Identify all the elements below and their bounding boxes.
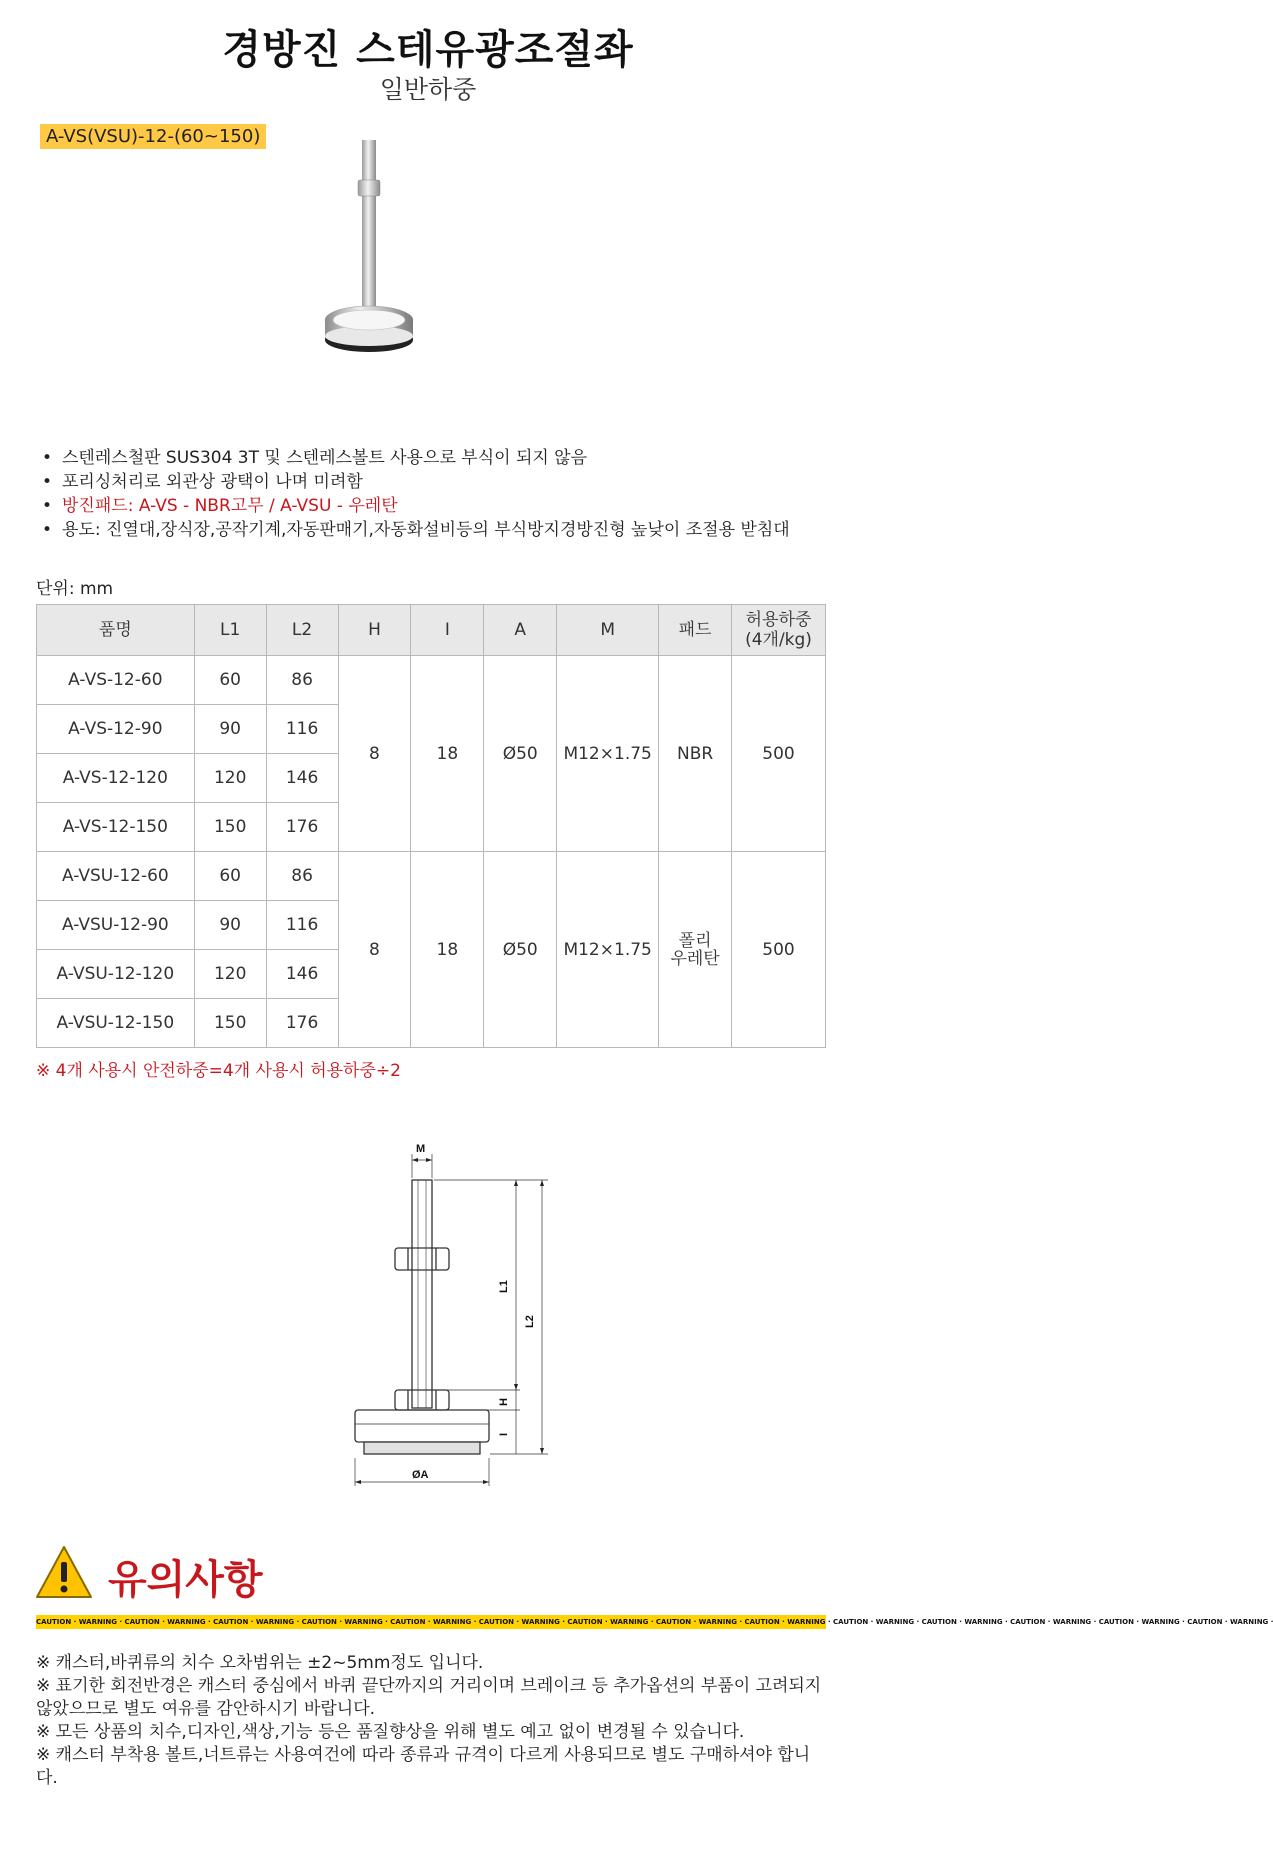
cell-l1: 90 xyxy=(194,901,266,950)
cell-name: A-VS-12-90 xyxy=(37,705,195,754)
cell-a: Ø50 xyxy=(484,656,557,852)
cell-l2: 86 xyxy=(266,656,338,705)
cell-l1: 60 xyxy=(194,656,266,705)
feature-item: • 스텐레스철판 SUS304 3T 및 스텐레스볼트 사용으로 부식이 되지 않음 xyxy=(40,446,790,470)
cell-l1: 150 xyxy=(194,999,266,1048)
cell-l2: 116 xyxy=(266,901,338,950)
caution-strip: CAUTION · WARNING · CAUTION · WARNING · CAUTION · WARNING · CAUTION · WARNING · CAUTION · WARNING · CAUTION · WARNING · CAUTION · WARNING · CAUTION · WARNING · CAUTION · WARNING · CAUTION · WARNING · CAUTION · WARNING · CAUTION · WARNING · CAUTION · WARNING · CAUTION · WARNING · xyxy=(36,1615,826,1629)
model-tag: A-VS(VSU)-12-(60~150) xyxy=(40,124,266,149)
cell-name: A-VSU-12-120 xyxy=(37,950,195,999)
cell-l2: 176 xyxy=(266,999,338,1048)
header-l2: L2 xyxy=(266,605,338,656)
cell-l1: 120 xyxy=(194,754,266,803)
dimension-drawing xyxy=(320,1128,600,1508)
cell-l1: 120 xyxy=(194,950,266,999)
cell-name: A-VSU-12-90 xyxy=(37,901,195,950)
header-h: H xyxy=(338,605,411,656)
dim-label-h: H xyxy=(498,1398,510,1406)
cell-load: 500 xyxy=(732,656,826,852)
dim-label-i: I xyxy=(498,1432,510,1436)
cell-i: 18 xyxy=(411,656,484,852)
feature-item: • 용도: 진열대,장식장,공작기계,자동판매기,자동화설비등의 부식방지경방진형 높낮이 조절용 받침대 xyxy=(40,518,790,542)
table-row xyxy=(37,656,826,705)
warning-triangle-icon xyxy=(34,1544,94,1600)
cell-l2: 146 xyxy=(266,754,338,803)
caution-note: ※ 캐스터 부착용 볼트,너트류는 사용여건에 따라 종류과 규격이 다르게 사용되므로 별도 구매하셔야 합니다. xyxy=(36,1745,811,1788)
header-i: I xyxy=(411,605,484,656)
cell-h: 8 xyxy=(338,656,411,852)
cell-name: A-VSU-12-150 xyxy=(37,999,195,1048)
dim-label-m: M xyxy=(416,1143,426,1155)
cell-m: M12×1.75 xyxy=(557,656,659,852)
cell-pad: 폴리 우레탄 xyxy=(659,852,732,1048)
cell-h: 8 xyxy=(338,852,411,1048)
header-pad: 패드 xyxy=(659,605,732,656)
caution-note: ※ 모든 상품의 치수,디자인,색상,기능 등은 품질향상을 위해 별도 예고 없이 변경될 수 있습니다. xyxy=(36,1722,745,1742)
table-header-row xyxy=(37,605,826,656)
cell-load: 500 xyxy=(732,852,826,1048)
cell-a: Ø50 xyxy=(484,852,557,1048)
header-load: 허용하중 (4개/kg) xyxy=(732,605,826,656)
dim-label-a: ØA xyxy=(412,1469,429,1481)
feature-item-pad: • 방진패드: A-VS - NBR고무 / A-VSU - 우레탄 xyxy=(40,494,790,518)
unit-label: 단위: mm xyxy=(36,579,114,599)
table-row xyxy=(37,852,826,901)
caution-notes xyxy=(36,1652,826,1790)
feature-item: • 포리싱처리로 외관상 광택이 나며 미려함 xyxy=(40,470,790,494)
cell-l1: 60 xyxy=(194,852,266,901)
cell-l2: 86 xyxy=(266,852,338,901)
cell-name: A-VSU-12-60 xyxy=(37,852,195,901)
header-l1: L1 xyxy=(194,605,266,656)
cell-l2: 176 xyxy=(266,803,338,852)
dim-label-l2: L2 xyxy=(524,1315,536,1328)
header-name: 품명 xyxy=(37,605,195,656)
cell-l2: 116 xyxy=(266,705,338,754)
caution-title: 유의사항 xyxy=(108,1557,263,1603)
cell-i: 18 xyxy=(411,852,484,1048)
spec-table xyxy=(36,604,826,1048)
page-title: 경방진 스테유광조절좌 xyxy=(222,27,634,73)
dim-label-l1: L1 xyxy=(498,1280,510,1293)
cell-l1: 150 xyxy=(194,803,266,852)
cell-pad: NBR xyxy=(659,656,732,852)
cell-name: A-VS-12-150 xyxy=(37,803,195,852)
cell-name: A-VS-12-120 xyxy=(37,754,195,803)
caution-note: ※ 표기한 회전반경은 캐스터 중심에서 바퀴 끝단까지의 거리이며 브레이크 등 추가옵션의 부품이 고려되지 않았으므로 별도 여유를 감안하시기 바랍니다. xyxy=(36,1676,822,1719)
feature-list xyxy=(40,446,790,542)
cell-m: M12×1.75 xyxy=(557,852,659,1048)
page-subtitle: 일반하중 xyxy=(379,75,477,104)
safety-load-note: ※ 4개 사용시 안전하중=4개 사용시 허용하중÷2 xyxy=(36,1061,401,1081)
cell-l1: 90 xyxy=(194,705,266,754)
cell-l2: 146 xyxy=(266,950,338,999)
cell-name: A-VS-12-60 xyxy=(37,656,195,705)
header-a: A xyxy=(484,605,557,656)
header-m: M xyxy=(557,605,659,656)
caution-note: ※ 캐스터,바퀴류의 치수 오차범위는 ±2~5mm정도 입니다. xyxy=(36,1653,484,1673)
